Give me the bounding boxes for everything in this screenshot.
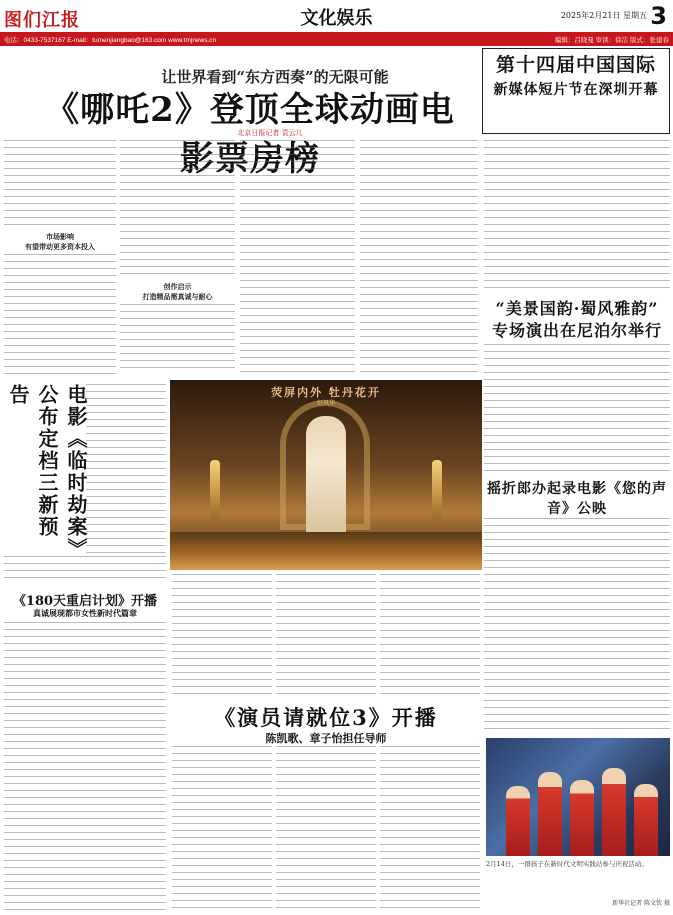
lamp-left <box>210 460 220 520</box>
right-top-title-2: 新媒体短片节在深圳开幕 <box>493 82 659 98</box>
child-figure <box>634 784 658 856</box>
contact-bar <box>0 32 673 46</box>
child-figure <box>506 786 530 856</box>
right-lower-text <box>484 518 670 732</box>
right-mid-text <box>484 344 670 474</box>
lead-headline: 《哪吒2》登顶全球动画电影票房榜 <box>45 90 455 179</box>
story-180-subtitle: 真诚展现都市女性新时代篇章 <box>33 608 137 618</box>
lead-text-col-1 <box>4 140 116 230</box>
voice-story-col-2 <box>276 746 376 912</box>
lamp-right <box>432 460 442 520</box>
right-mid-title-1: “美景国韵·蜀风雅韵” <box>495 299 659 318</box>
lead-text-col-2 <box>120 140 235 280</box>
section-title: 文化娱乐 <box>300 8 373 29</box>
voice-story-col-3 <box>380 746 480 912</box>
issue-date: 2025年2月21日 星期五 <box>560 11 647 20</box>
story-180-text <box>4 622 166 912</box>
performer-figure <box>306 416 346 536</box>
lead-subhead-3: 创作启示 <box>163 282 192 291</box>
photo-story-col-2 <box>276 574 376 698</box>
newspaper-logo: 图们江报 <box>4 10 80 31</box>
voice-story-byline: 陈凯歌、章子怡担任导师 <box>265 732 387 745</box>
contact-info: 电话：0433-7537167 E-mail：tumenjiangbao@163.com www.tmjnews.cn <box>4 36 217 44</box>
right-top-text <box>484 140 670 290</box>
lead-text-col-3 <box>240 140 355 374</box>
page-number: 3 <box>650 2 667 30</box>
lead-text-col-4 <box>360 140 478 374</box>
vertical-story-text <box>86 384 166 554</box>
lead-subhead-4: 打造精品需真诚与耐心 <box>142 292 213 301</box>
right-mid-title-2: 专场演出在尼泊尔举行 <box>491 321 662 340</box>
main-photo-byline: 好风华 <box>316 400 335 407</box>
kids-photo-credit: 新华社记者 陈文钦 摄 <box>612 900 670 907</box>
child-figure <box>570 780 594 856</box>
right-top-box <box>482 48 670 134</box>
photo-story-col-3 <box>380 574 480 698</box>
main-photo-title: 荧屏内外 牡丹花开 <box>271 386 381 399</box>
story-180-title: 《180天重启计划》开播 <box>12 594 158 609</box>
stage-floor <box>170 532 482 570</box>
vertical-story-text-b <box>4 556 166 584</box>
voice-story-col-1 <box>172 746 272 912</box>
lead-byline: 北京日报记者 袁云儿 <box>237 129 303 137</box>
child-figure <box>538 772 562 856</box>
right-top-title-1: 第十四届中国国际 <box>495 54 656 76</box>
kids-photo <box>486 738 670 856</box>
right-lower-title: 摇折郎办起录电影《您的声音》公映 <box>487 481 667 517</box>
lead-subhead-1: 市场影响 <box>46 232 74 241</box>
main-photo <box>170 380 482 570</box>
vertical-story-title: 电影《临时劫案》公布定档三新预告 <box>6 384 88 550</box>
lead-text-col-1b <box>4 254 116 374</box>
lead-subhead-2: 有望带动更多资本投入 <box>25 242 95 251</box>
voice-story-title: 《演员请就位3》开播 <box>214 705 438 730</box>
editor-credits: 编辑：吕晓曼 审读：徐洁 版式：张建春 <box>554 36 669 44</box>
lead-kicker: 让世界看到“东方西奏”的无限可能 <box>161 68 389 86</box>
photo-story-col-1 <box>172 574 272 698</box>
lead-text-col-2b <box>120 304 235 374</box>
child-figure <box>602 768 626 856</box>
kids-photo-caption: 2月14日，一群孩子在新时代文明实践站参与庆祝活动。 <box>486 860 648 868</box>
